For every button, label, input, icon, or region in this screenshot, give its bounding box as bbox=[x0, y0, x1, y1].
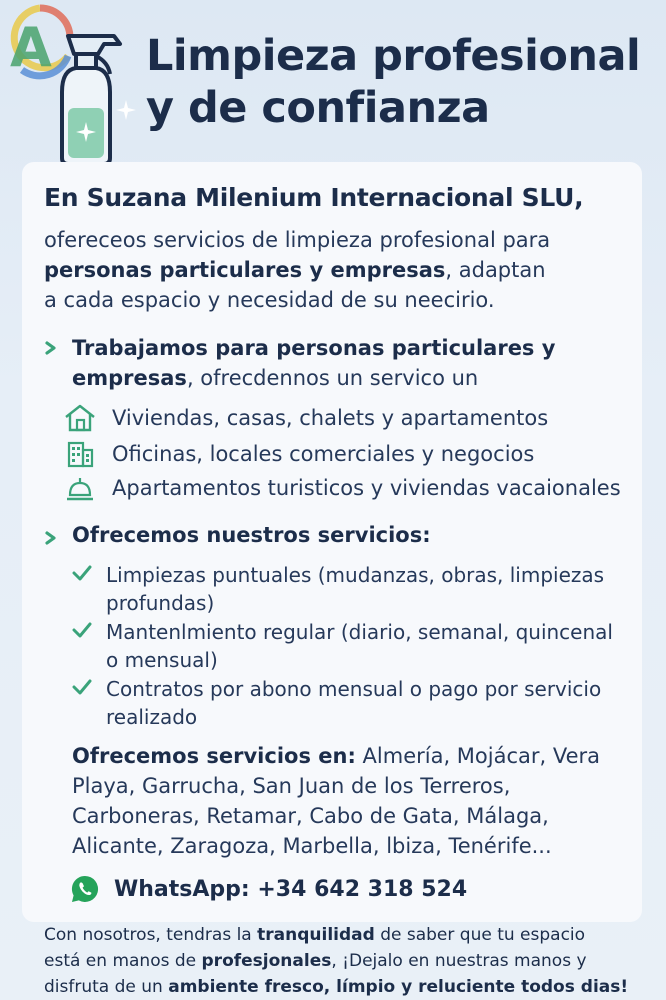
service-line-2: profundas) bbox=[106, 591, 215, 615]
areas-line-2: Playa, Garrucha, San Juan de los Terreros, bbox=[72, 774, 511, 798]
areas-line-1 bbox=[72, 741, 642, 771]
footer-text: está en manos de bbox=[44, 951, 202, 971]
category-item-tourist bbox=[62, 471, 621, 505]
footer-text: Con nosotros, tendras la bbox=[44, 925, 258, 945]
office-building-icon bbox=[62, 439, 98, 469]
title-line-1: Limpieza profesional bbox=[146, 31, 641, 81]
check-icon bbox=[72, 677, 92, 697]
footer-bold: ambiente fresco, límpio y reluciente todos dias! bbox=[168, 977, 629, 997]
clients-line-2-bold: empresas bbox=[72, 366, 187, 390]
check-icon bbox=[72, 620, 92, 640]
areas-line-1-rest: Almería, Mojácar, Vera bbox=[355, 744, 601, 768]
footer-line-2 bbox=[44, 948, 654, 974]
footer-text: disfruta de un bbox=[44, 977, 169, 997]
hotel-bell-icon bbox=[62, 473, 98, 503]
service-line-1: Limpiezas puntuales (mudanzas, obras, limpiezas bbox=[106, 563, 605, 587]
areas-label: Ofrecemos servicios en: bbox=[72, 744, 356, 768]
svg-text:A: A bbox=[10, 16, 52, 79]
footer-text: , ¡Dejalo en nuestras manos y bbox=[331, 951, 587, 971]
category-item-offices bbox=[62, 437, 534, 471]
intro-paragraph bbox=[44, 225, 634, 315]
page-title bbox=[146, 30, 656, 134]
service-line-1: Contratos por abono mensual o pago por servicio bbox=[106, 677, 602, 701]
clients-section bbox=[72, 333, 652, 393]
areas-line-4: Alicante, Zaragoza, Marbella, lbiza, Tenérife... bbox=[72, 834, 552, 858]
service-line-1: Mantenlmiento regular (diario, semanal, quincenal bbox=[106, 620, 613, 644]
service-line-2: realizado bbox=[106, 705, 198, 729]
check-icon bbox=[72, 563, 92, 583]
service-areas bbox=[72, 741, 642, 861]
intro-line-2-bold: personas particulares y empresas bbox=[44, 258, 446, 282]
category-item-homes bbox=[62, 401, 548, 435]
clients-line-2 bbox=[72, 363, 652, 393]
areas-line-3: Carboneras, Retamar, Cabo de Gata, Málaga, bbox=[72, 804, 549, 828]
whatsapp-icon bbox=[70, 874, 100, 904]
title-line-2: y de confianza bbox=[146, 83, 490, 133]
intro-line-2 bbox=[44, 255, 634, 285]
footer-bold: tranquilidad bbox=[257, 925, 375, 945]
service-item bbox=[72, 675, 632, 731]
service-line-2: o mensual) bbox=[106, 648, 218, 672]
closing-paragraph bbox=[44, 922, 654, 1000]
footer-bold: profesjonales bbox=[201, 951, 332, 971]
house-icon bbox=[62, 403, 98, 433]
category-label: Apartamentos turisticos y viviendas vacaionales bbox=[112, 476, 621, 500]
clients-line-1 bbox=[72, 333, 652, 363]
spray-bottle-icon bbox=[40, 30, 140, 170]
intro-line-3: a cada espacio y necesidad de su neecirio. bbox=[44, 288, 495, 312]
footer-text: de saber que tu espacio bbox=[374, 925, 586, 945]
whatsapp-contact[interactable] bbox=[70, 874, 467, 904]
company-name: En Suzana Milenium Internacional SLU, bbox=[44, 183, 584, 212]
service-item bbox=[72, 561, 632, 617]
category-label: Oficinas, locales comerciales y negocios bbox=[112, 442, 535, 466]
intro-line-1: ofereceos servicios de limpieza profesional para bbox=[44, 228, 551, 252]
whatsapp-number: WhatsApp: +34 642 318 524 bbox=[114, 876, 468, 902]
footer-line-1 bbox=[44, 922, 654, 948]
intro-line-2-rest: , adaptan bbox=[445, 258, 546, 282]
service-item bbox=[72, 618, 632, 674]
clients-line-1-bold: Trabajamos para personas particulares y bbox=[72, 336, 556, 360]
services-title: Ofrecemos nuestros servicios: bbox=[72, 523, 431, 547]
category-label: Viviendas, casas, chalets y apartamentos bbox=[112, 406, 549, 430]
clients-line-2-rest: , ofrecdennos un servico un bbox=[186, 366, 479, 390]
chevron-right-icon bbox=[44, 531, 58, 545]
footer-line-3 bbox=[44, 974, 654, 1000]
chevron-right-icon bbox=[44, 341, 58, 355]
